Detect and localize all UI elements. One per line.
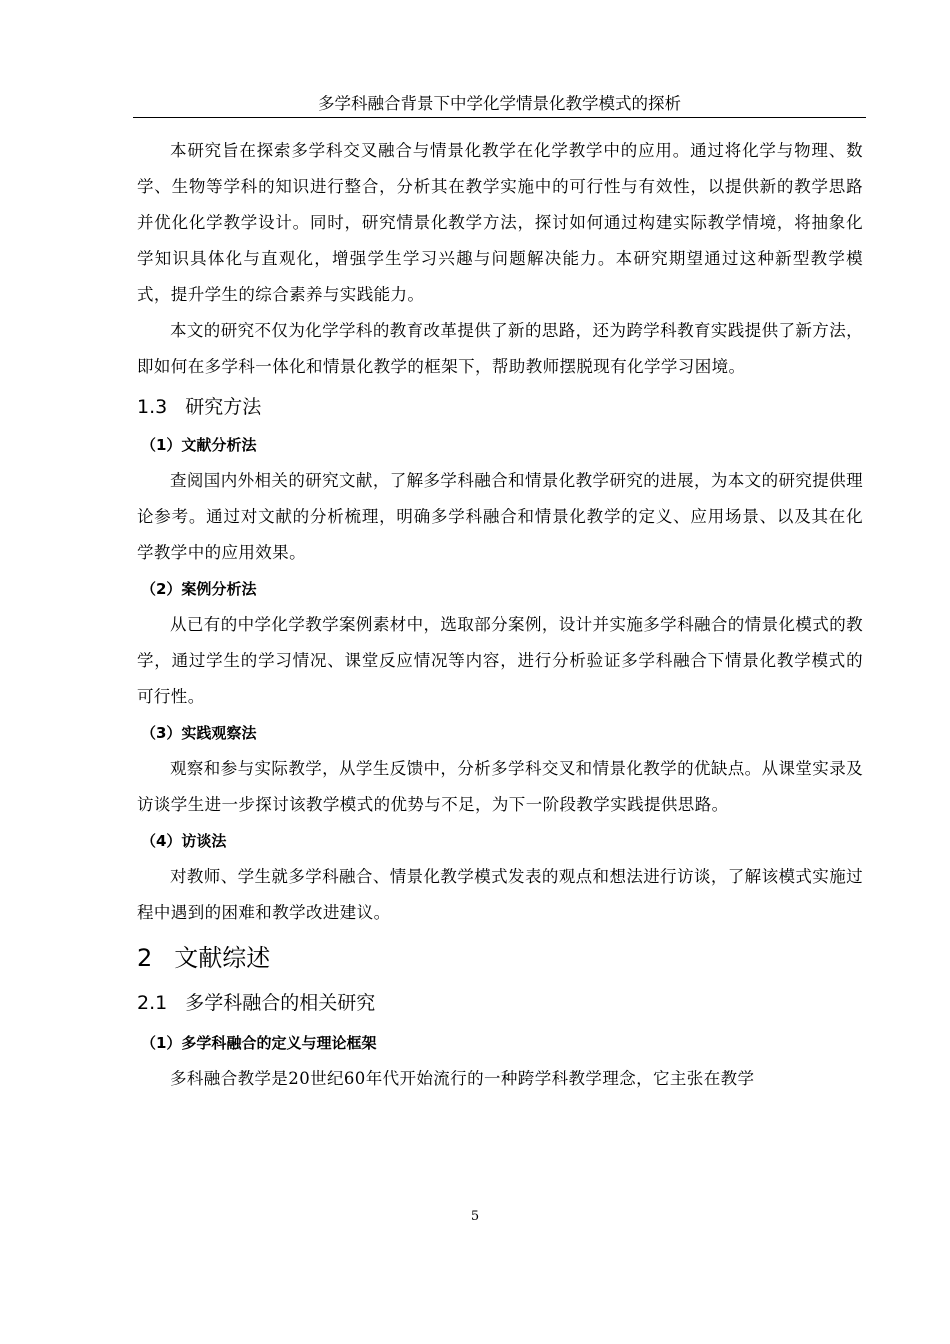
section-heading-2-1 [137,983,863,1023]
section-number: 2.1 [137,992,168,1014]
subsection-heading-definition: （1）多学科融合的定义与理论框架 [141,1034,377,1052]
section-number: 1.3 [137,396,168,418]
method-heading-interview: （4）访谈法 [141,832,227,850]
method-text-interview: 对教师、学生就多学科融合、情景化教学模式发表的观点和想法进行访谈，了解该模式实施过程中遇到的困难和教学改进建议。 [137,867,863,922]
chapter-number: 2 [137,944,153,972]
section-title: 多学科融合的相关研究 [185,992,376,1014]
paragraph-definition-start: 多科融合教学是20世纪60年代开始流行的一种跨学科教学理念，它主张在教学 [170,1069,755,1088]
chapter-heading-2 [137,935,863,981]
method-heading-case: （2）案例分析法 [141,580,257,598]
method-text-literature: 查阅国内外相关的研究文献，了解多学科融合和情景化教学研究的进展，为本文的研究提供理论参考。通过对文献的分析梳理，明确多学科融合和情景化教学的定义、应用场景、以及其在化学教学中的应用效果。 [137,471,863,562]
method-heading-observation: （3）实践观察法 [141,724,257,742]
paragraph-research-aim: 本研究旨在探索多学科交叉融合与情景化教学在化学教学中的应用。通过将化学与物理、数学、生物等学科的知识进行整合，分析其在教学实施中的可行性与有效性，以提供新的教学思路并优化化学教学设计。同时，研究情景化教学方法，探讨如何通过构建实际教学情境，将抽象化学知识具体化与直观化，增强学生学习兴趣与问题解决能力。本研究期望通过这种新型教学模式，提升学生的综合素养与实践能力。 [137,141,863,304]
running-header: 多学科融合背景下中学化学情景化教学模式的探析 [318,94,681,113]
header-divider [133,117,866,118]
page-number: 5 [470,1209,480,1224]
chapter-title: 文献综述 [174,944,271,972]
method-text-case: 从已有的中学化学教学案例素材中，选取部分案例，设计并实施多学科融合的情景化模式的教学，通过学生的学习情况、课堂反应情况等内容，进行分析验证多学科融合下情景化教学模式的可行性。 [137,615,863,706]
method-heading-literature: （1）文献分析法 [141,436,257,454]
section-title: 研究方法 [185,396,262,418]
method-text-observation: 观察和参与实际教学，从学生反馈中，分析多学科交叉和情景化教学的优缺点。从课堂实录及访谈学生进一步探讨该教学模式的优势与不足，为下一阶段教学实践提供思路。 [137,759,863,814]
page-body [137,133,863,1097]
section-heading-1-3 [137,387,863,427]
paragraph-research-significance: 本文的研究不仅为化学学科的教育改革提供了新的思路，还为跨学科教育实践提供了新方法，即如何在多学科一体化和情景化教学的框架下，帮助教师摆脱现有化学学习困境。 [137,321,863,376]
